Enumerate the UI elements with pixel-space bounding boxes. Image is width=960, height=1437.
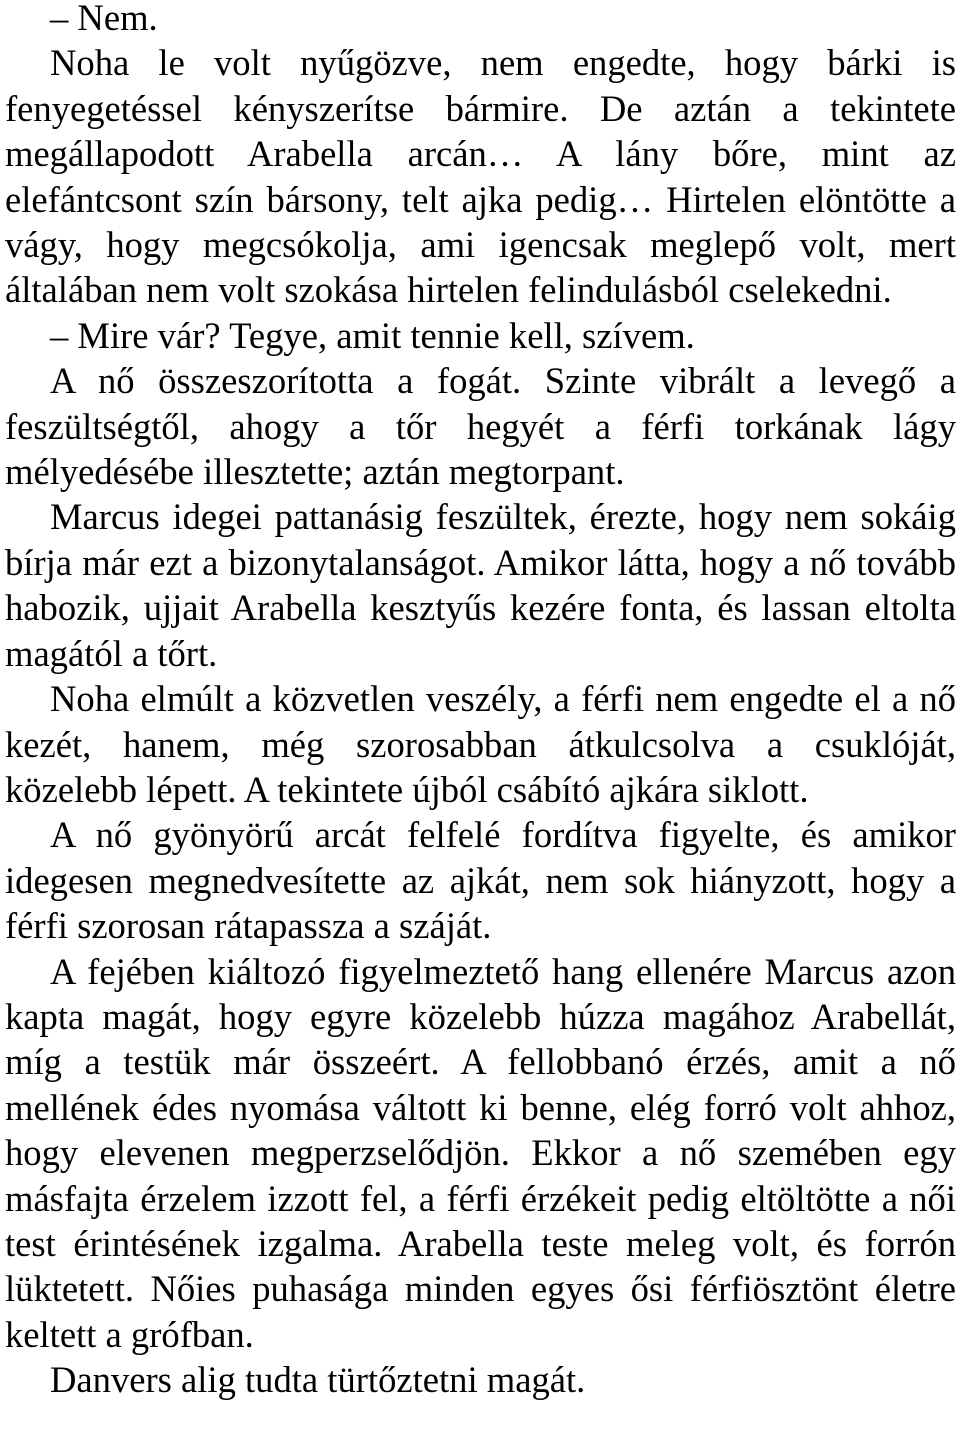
paragraph-narration: A nő összeszorította a fogát. Szinte vibrált a levegő a feszültségtől, ahogy a tőr hegyét a férfi torkának lágy mélyedésébe illesztette; aztán megtorpant. [5,360,956,493]
paragraph-narration: Noha elmúlt a közvetlen veszély, a férfi nem engedte el a nő kezét, hanem, még szorosabban átkulcsolva a csuklóját, közelebb lépett. A tekintete újból csábító ajkára siklott. [5,678,956,810]
paragraph-narration: Marcus idegei pattanásig feszültek, érezte, hogy nem sokáig bírja már ezt a bizonytalanságot. Amikor látta, hogy a nő tovább habozik, ujjait Arabella kesztyűs kezére fonta, és lassan eltolta magától a tőrt. [5,496,956,674]
paragraph-narration: Noha le volt nyűgözve, nem engedte, hogy bárki is fenyegetéssel kényszerítse bármire. De aztán a tekintete megállapodott Arabella arcán… A lány bőre, mint az elefántcsont szín bársony, telt ajka pedig… Hirtelen elöntötte a vágy, hogy megcsókolja, ami igencsak meglepő volt, mert általában nem volt szokása hirtelen felindulásból cselekedni. [5,42,956,311]
paragraph-narration: A fejében kiáltozó figyelmeztető hang ellenére Marcus azon kapta magát, hogy egyre közelebb húzza magához Arabellát, míg a testük már összeért. A fellobbanó érzés, amit a nő mellének édes nyomása váltott ki benne, elég forró volt ahhoz, hogy elevenen megperzselődjön. Ekkor a nő szemében egy másfajta érzelem izzott fel, a férfi érzékeit pedig eltöltötte a női test érintésének izgalma. Arabella teste meleg volt, és forrón lüktetett. Nőies puhasága minden egyes ősi férfiösztönt életre keltett a grófban. [5,950,956,1355]
paragraph-narration: A nő gyönyörű arcát felfelé fordítva figyelte, és amikor idegesen megnedvesítette az ajkát, nem sok hiányzott, hogy a férfi szorosan rátapassza a száját. [5,814,956,947]
paragraph-narration: Danvers alig tudta türtőztetni magát. [50,1359,586,1401]
paragraph-dialogue-mire-var: – Mire vár? Tegye, amit tennie kell, szívem. [50,314,695,356]
paragraph-dialogue-nem: – Nem. [50,0,158,38]
